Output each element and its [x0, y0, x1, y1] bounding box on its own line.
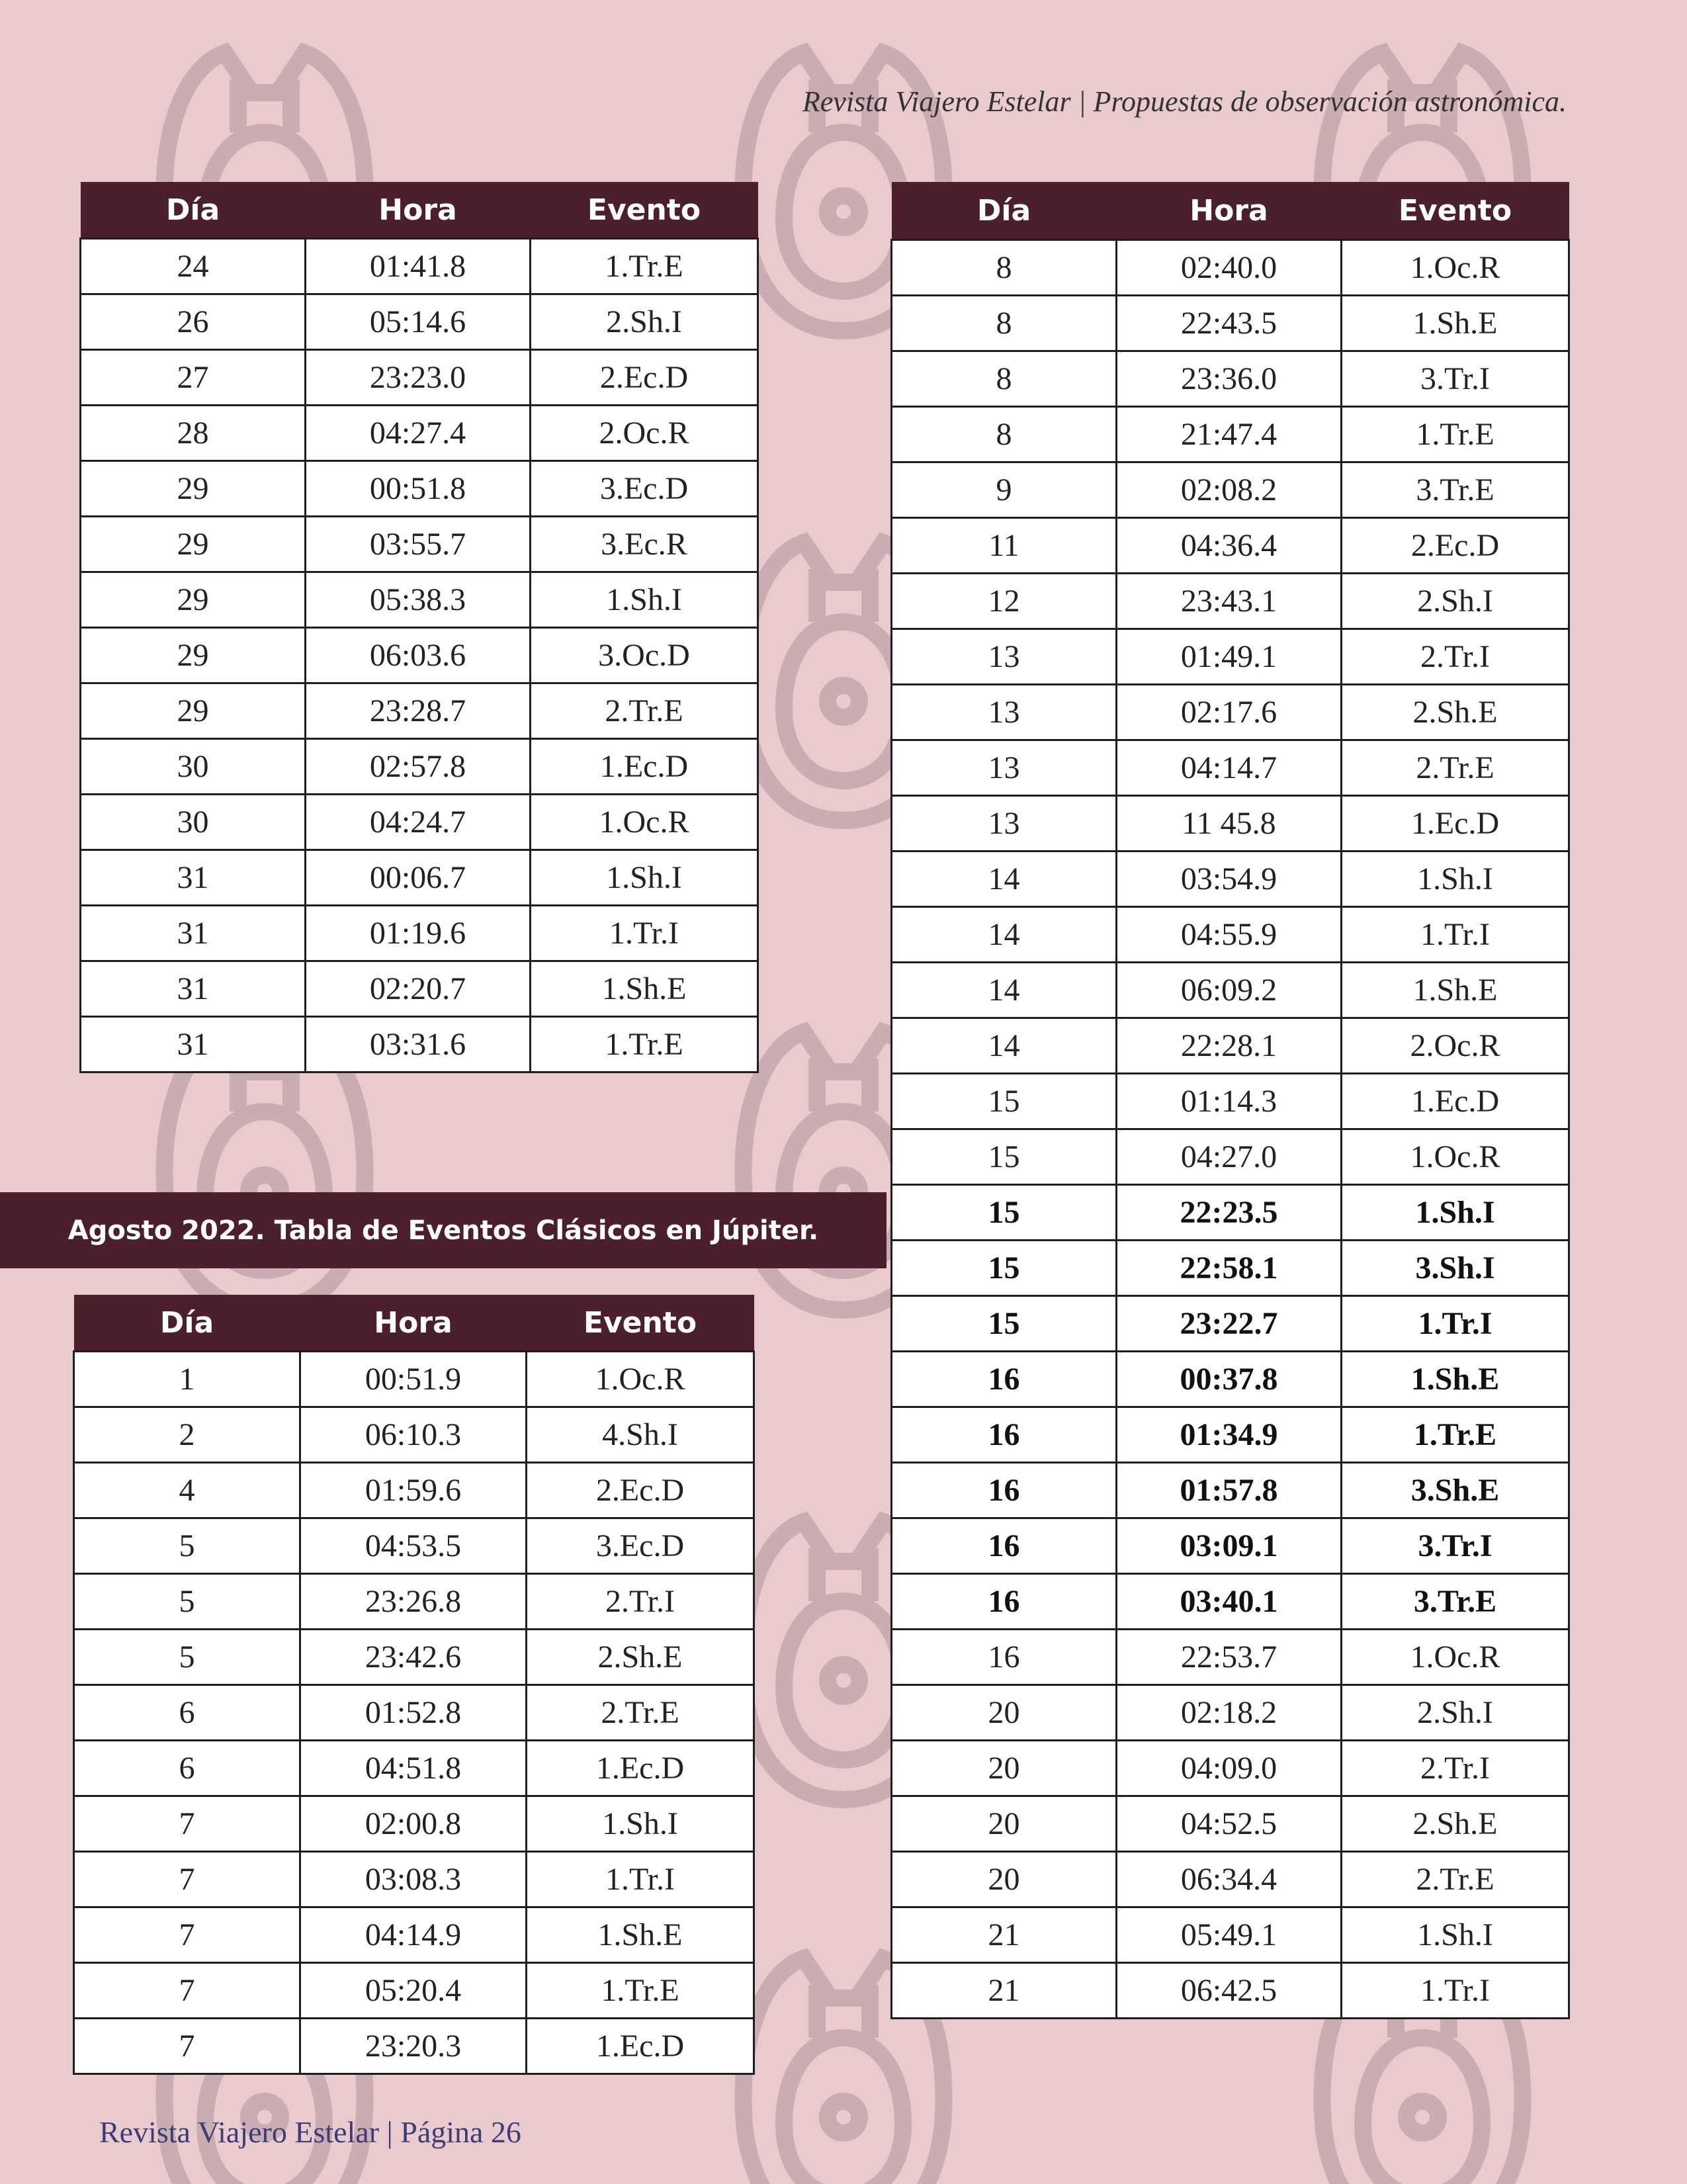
cell-day: 5	[74, 1518, 300, 1574]
page-header: Revista Viajero Estelar | Propuestas de observación astronómica.	[802, 85, 1567, 118]
table-row	[74, 1407, 754, 1463]
cell-time: 00:06.7	[306, 850, 531, 906]
cell-event: 2.Ec.D	[531, 350, 758, 406]
cell-event: 1.Ec.D	[1342, 1074, 1569, 1129]
table-row	[81, 294, 758, 350]
cell-event: 2.Oc.R	[1342, 1018, 1569, 1074]
column-header-event: Evento	[527, 1295, 754, 1352]
cell-event: 4.Sh.I	[527, 1407, 754, 1463]
cell-day: 7	[74, 1963, 300, 2019]
table-row	[74, 1796, 754, 1852]
cell-time: 02:20.7	[306, 961, 531, 1017]
table-row	[74, 1852, 754, 1907]
table-row	[81, 628, 758, 683]
cell-time: 03:40.1	[1117, 1574, 1342, 1630]
cell-event: 1.Sh.E	[531, 961, 758, 1017]
cell-day: 8	[892, 351, 1117, 407]
table-body	[74, 1352, 754, 2074]
cell-event: 1.Oc.R	[531, 795, 758, 850]
table-row	[74, 1963, 754, 2019]
table-row	[892, 407, 1569, 462]
cell-day: 8	[892, 296, 1117, 351]
column-header-time: Hora	[306, 182, 531, 239]
cell-event: 1.Sh.E	[527, 1907, 754, 1963]
table-header-row	[892, 182, 1569, 240]
table-row	[892, 1018, 1569, 1074]
cell-event: 3.Tr.E	[1342, 1574, 1569, 1630]
cell-day: 13	[892, 685, 1117, 740]
cell-day: 29	[81, 517, 306, 572]
cell-time: 23:36.0	[1117, 351, 1342, 407]
page-footer: Revista Viajero Estelar | Página 26	[99, 2115, 521, 2149]
cell-time: 04:14.9	[300, 1907, 527, 1963]
cell-time: 03:09.1	[1117, 1518, 1342, 1574]
table-row	[81, 795, 758, 850]
cell-event: 2.Tr.I	[1342, 629, 1569, 685]
cell-day: 30	[81, 795, 306, 850]
cell-event: 1.Tr.E	[531, 1017, 758, 1072]
cell-time: 01:49.1	[1117, 629, 1342, 685]
cell-time: 02:57.8	[306, 739, 531, 795]
cell-time: 02:40.0	[1117, 240, 1342, 296]
cell-day: 20	[892, 1796, 1117, 1852]
cell-event: 2.Tr.E	[1342, 740, 1569, 796]
cell-event: 1.Oc.R	[1342, 1129, 1569, 1185]
table-row	[81, 739, 758, 795]
cell-time: 02:17.6	[1117, 685, 1342, 740]
cell-day: 13	[892, 796, 1117, 852]
cell-day: 14	[892, 963, 1117, 1018]
cell-time: 03:54.9	[1117, 852, 1342, 907]
cell-day: 14	[892, 1018, 1117, 1074]
cell-event: 3.Ec.D	[531, 461, 758, 517]
cell-time: 03:08.3	[300, 1852, 527, 1907]
table-row	[892, 1352, 1569, 1407]
cell-event: 3.Sh.I	[1342, 1241, 1569, 1296]
cell-time: 22:28.1	[1117, 1018, 1342, 1074]
cell-event: 3.Tr.I	[1342, 1518, 1569, 1574]
cell-time: 22:43.5	[1117, 296, 1342, 351]
cell-time: 11 45.8	[1117, 796, 1342, 852]
cell-day: 20	[892, 1852, 1117, 1907]
cell-event: 1.Tr.E	[1342, 407, 1569, 462]
table-row	[892, 852, 1569, 907]
cell-day: 8	[892, 407, 1117, 462]
cell-day: 24	[81, 239, 306, 294]
table-row	[892, 1741, 1569, 1796]
cell-event: 2.Ec.D	[1342, 518, 1569, 574]
cell-event: 3.Ec.D	[527, 1518, 754, 1574]
cell-event: 3.Tr.I	[1342, 351, 1569, 407]
table-row	[81, 461, 758, 517]
cell-time: 00:37.8	[1117, 1352, 1342, 1407]
cell-event: 1.Sh.I	[1342, 1185, 1569, 1241]
cell-time: 23:23.0	[306, 350, 531, 406]
cell-time: 01:59.6	[300, 1463, 527, 1518]
cell-event: 1.Tr.E	[1342, 1407, 1569, 1463]
table-row	[892, 574, 1569, 629]
cell-event: 2.Sh.E	[1342, 685, 1569, 740]
cell-day: 29	[81, 628, 306, 683]
table-row	[892, 1630, 1569, 1685]
cell-time: 02:08.2	[1117, 462, 1342, 518]
table-row	[74, 1463, 754, 1518]
cell-event: 2.Tr.E	[1342, 1852, 1569, 1907]
table-row	[892, 1907, 1569, 1963]
cell-event: 2.Tr.I	[1342, 1741, 1569, 1796]
cell-time: 02:00.8	[300, 1796, 527, 1852]
cell-day: 2	[74, 1407, 300, 1463]
table-row	[892, 629, 1569, 685]
cell-day: 13	[892, 740, 1117, 796]
cell-event: 1.Ec.D	[1342, 796, 1569, 852]
cell-time: 04:14.7	[1117, 740, 1342, 796]
cell-time: 05:14.6	[306, 294, 531, 350]
cell-day: 31	[81, 906, 306, 961]
cell-day: 16	[892, 1407, 1117, 1463]
cell-day: 5	[74, 1630, 300, 1685]
cell-time: 04:27.0	[1117, 1129, 1342, 1185]
table-body	[81, 239, 758, 1072]
cell-day: 15	[892, 1241, 1117, 1296]
table-row	[892, 1463, 1569, 1518]
table-row	[81, 850, 758, 906]
cell-day: 8	[892, 240, 1117, 296]
cell-event: 1.Ec.D	[527, 2019, 754, 2074]
column-header-event: Evento	[1342, 182, 1569, 240]
cell-time: 06:03.6	[306, 628, 531, 683]
cell-event: 1.Ec.D	[531, 739, 758, 795]
cell-event: 1.Ec.D	[527, 1741, 754, 1796]
table-row	[74, 1741, 754, 1796]
cell-time: 01:52.8	[300, 1685, 527, 1741]
cell-event: 3.Oc.D	[531, 628, 758, 683]
table-row	[892, 1574, 1569, 1630]
cell-time: 01:41.8	[306, 239, 531, 294]
cell-event: 1.Sh.E	[1342, 296, 1569, 351]
cell-time: 04:51.8	[300, 1741, 527, 1796]
cell-time: 05:38.3	[306, 572, 531, 628]
cell-event: 2.Sh.E	[1342, 1796, 1569, 1852]
table-row	[892, 1185, 1569, 1241]
cell-time: 00:51.8	[306, 461, 531, 517]
column-header-time: Hora	[300, 1295, 527, 1352]
cell-event: 1.Sh.E	[1342, 1352, 1569, 1407]
cell-day: 16	[892, 1518, 1117, 1574]
cell-day: 21	[892, 1907, 1117, 1963]
cell-time: 23:42.6	[300, 1630, 527, 1685]
table-row	[892, 518, 1569, 574]
cell-event: 1.Tr.I	[1342, 1963, 1569, 2019]
table-row	[892, 796, 1569, 852]
cell-event: 2.Tr.E	[531, 683, 758, 739]
cell-time: 23:20.3	[300, 2019, 527, 2074]
cell-day: 14	[892, 907, 1117, 963]
table-row	[74, 1630, 754, 1685]
cell-day: 15	[892, 1129, 1117, 1185]
table-row	[81, 572, 758, 628]
table-row	[892, 1296, 1569, 1352]
table-row	[81, 350, 758, 406]
cell-event: 1.Sh.I	[1342, 852, 1569, 907]
cell-time: 01:34.9	[1117, 1407, 1342, 1463]
table-row	[81, 406, 758, 461]
cell-event: 2.Oc.R	[531, 406, 758, 461]
table-row	[892, 1963, 1569, 2019]
table-row	[74, 1518, 754, 1574]
cell-event: 1.Oc.R	[527, 1352, 754, 1407]
cell-day: 29	[81, 461, 306, 517]
cell-day: 21	[892, 1963, 1117, 2019]
table-row	[892, 240, 1569, 296]
cell-time: 22:58.1	[1117, 1241, 1342, 1296]
table-row	[74, 1907, 754, 1963]
august-table-title: Agosto 2022. Tabla de Eventos Clásicos en Júpiter.	[0, 1192, 887, 1268]
cell-event: 2.Ec.D	[527, 1463, 754, 1518]
cell-time: 05:20.4	[300, 1963, 527, 2019]
cell-day: 5	[74, 1574, 300, 1630]
cell-day: 16	[892, 1574, 1117, 1630]
cell-event: 1.Tr.E	[527, 1963, 754, 2019]
cell-day: 7	[74, 1852, 300, 1907]
cell-day: 12	[892, 574, 1117, 629]
cell-day: 15	[892, 1074, 1117, 1129]
cell-day: 15	[892, 1185, 1117, 1241]
cell-time: 04:52.5	[1117, 1796, 1342, 1852]
cell-event: 1.Sh.I	[527, 1796, 754, 1852]
cell-time: 03:31.6	[306, 1017, 531, 1072]
table-row	[74, 1685, 754, 1741]
cell-day: 14	[892, 852, 1117, 907]
cell-time: 05:49.1	[1117, 1907, 1342, 1963]
cell-time: 22:53.7	[1117, 1630, 1342, 1685]
column-header-day: Día	[81, 182, 306, 239]
table-row	[892, 685, 1569, 740]
cell-day: 31	[81, 961, 306, 1017]
cell-event: 1.Sh.I	[531, 572, 758, 628]
cell-time: 04:24.7	[306, 795, 531, 850]
cell-event: 1.Oc.R	[1342, 1630, 1569, 1685]
cell-event: 1.Tr.E	[531, 239, 758, 294]
cell-day: 31	[81, 850, 306, 906]
cell-event: 1.Tr.I	[1342, 907, 1569, 963]
cell-time: 06:42.5	[1117, 1963, 1342, 2019]
cell-day: 7	[74, 1796, 300, 1852]
cell-day: 15	[892, 1296, 1117, 1352]
cell-time: 04:09.0	[1117, 1741, 1342, 1796]
cell-day: 7	[74, 2019, 300, 2074]
cell-time: 03:55.7	[306, 517, 531, 572]
cell-day: 31	[81, 1017, 306, 1072]
table-row	[892, 740, 1569, 796]
table-row	[81, 906, 758, 961]
cell-time: 23:22.7	[1117, 1296, 1342, 1352]
cell-day: 29	[81, 572, 306, 628]
table-row	[74, 1574, 754, 1630]
cell-day: 13	[892, 629, 1117, 685]
cell-day: 9	[892, 462, 1117, 518]
cell-event: 2.Tr.I	[527, 1574, 754, 1630]
column-header-event: Evento	[531, 182, 758, 239]
cell-day: 6	[74, 1741, 300, 1796]
cell-event: 1.Tr.I	[527, 1852, 754, 1907]
table-row	[892, 1074, 1569, 1129]
cell-event: 3.Sh.E	[1342, 1463, 1569, 1518]
table-row	[74, 1352, 754, 1407]
july-events-table	[79, 182, 759, 1073]
cell-day: 20	[892, 1741, 1117, 1796]
cell-day: 4	[74, 1463, 300, 1518]
cell-time: 01:14.3	[1117, 1074, 1342, 1129]
table-row	[892, 1852, 1569, 1907]
cell-time: 00:51.9	[300, 1352, 527, 1407]
table-row	[892, 462, 1569, 518]
table-row	[892, 1518, 1569, 1574]
cell-event: 2.Sh.I	[531, 294, 758, 350]
cell-event: 2.Sh.I	[1342, 1685, 1569, 1741]
cell-event: 1.Tr.I	[1342, 1296, 1569, 1352]
cell-time: 04:55.9	[1117, 907, 1342, 963]
table-row	[892, 351, 1569, 407]
table-header-row	[74, 1295, 754, 1352]
table-row	[81, 239, 758, 294]
cell-day: 7	[74, 1907, 300, 1963]
cell-day: 6	[74, 1685, 300, 1741]
table-row	[74, 2019, 754, 2074]
cell-time: 06:09.2	[1117, 963, 1342, 1018]
cell-day: 30	[81, 739, 306, 795]
cell-event: 1.Sh.E	[1342, 963, 1569, 1018]
cell-event: 1.Tr.I	[531, 906, 758, 961]
cell-time: 06:34.4	[1117, 1852, 1342, 1907]
table-row	[892, 963, 1569, 1018]
table-row	[892, 1129, 1569, 1185]
table-row	[892, 1241, 1569, 1296]
cell-event: 1.Oc.R	[1342, 240, 1569, 296]
table-header-row	[81, 182, 758, 239]
cell-time: 04:36.4	[1117, 518, 1342, 574]
cell-day: 11	[892, 518, 1117, 574]
cell-time: 23:43.1	[1117, 574, 1342, 629]
cell-day: 26	[81, 294, 306, 350]
table-row	[81, 961, 758, 1017]
cell-day: 16	[892, 1630, 1117, 1685]
cell-event: 1.Sh.I	[531, 850, 758, 906]
cell-day: 20	[892, 1685, 1117, 1741]
column-header-day: Día	[892, 182, 1117, 240]
cell-event: 2.Tr.E	[527, 1685, 754, 1741]
cell-event: 2.Sh.E	[527, 1630, 754, 1685]
cell-time: 23:28.7	[306, 683, 531, 739]
cell-time: 01:57.8	[1117, 1463, 1342, 1518]
cell-day: 16	[892, 1463, 1117, 1518]
cell-event: 3.Ec.R	[531, 517, 758, 572]
cell-time: 21:47.4	[1117, 407, 1342, 462]
table-row	[892, 1796, 1569, 1852]
august-events-table-1	[73, 1295, 755, 2075]
cell-time: 22:23.5	[1117, 1185, 1342, 1241]
cell-event: 3.Tr.E	[1342, 462, 1569, 518]
cell-day: 1	[74, 1352, 300, 1407]
column-header-time: Hora	[1117, 182, 1342, 240]
table-body	[892, 240, 1569, 2019]
table-row	[892, 1407, 1569, 1463]
table-row	[892, 907, 1569, 963]
cell-day: 27	[81, 350, 306, 406]
table-row	[892, 296, 1569, 351]
table-row	[81, 683, 758, 739]
cell-day: 28	[81, 406, 306, 461]
cell-time: 23:26.8	[300, 1574, 527, 1630]
table-row	[81, 517, 758, 572]
cell-time: 04:27.4	[306, 406, 531, 461]
cell-event: 2.Sh.I	[1342, 574, 1569, 629]
cell-time: 04:53.5	[300, 1518, 527, 1574]
august-events-table-2	[890, 182, 1570, 2019]
column-header-day: Día	[74, 1295, 300, 1352]
cell-day: 29	[81, 683, 306, 739]
cell-time: 06:10.3	[300, 1407, 527, 1463]
cell-event: 1.Sh.I	[1342, 1907, 1569, 1963]
cell-day: 16	[892, 1352, 1117, 1407]
table-row	[892, 1685, 1569, 1741]
cell-time: 01:19.6	[306, 906, 531, 961]
cell-time: 02:18.2	[1117, 1685, 1342, 1741]
table-row	[81, 1017, 758, 1072]
